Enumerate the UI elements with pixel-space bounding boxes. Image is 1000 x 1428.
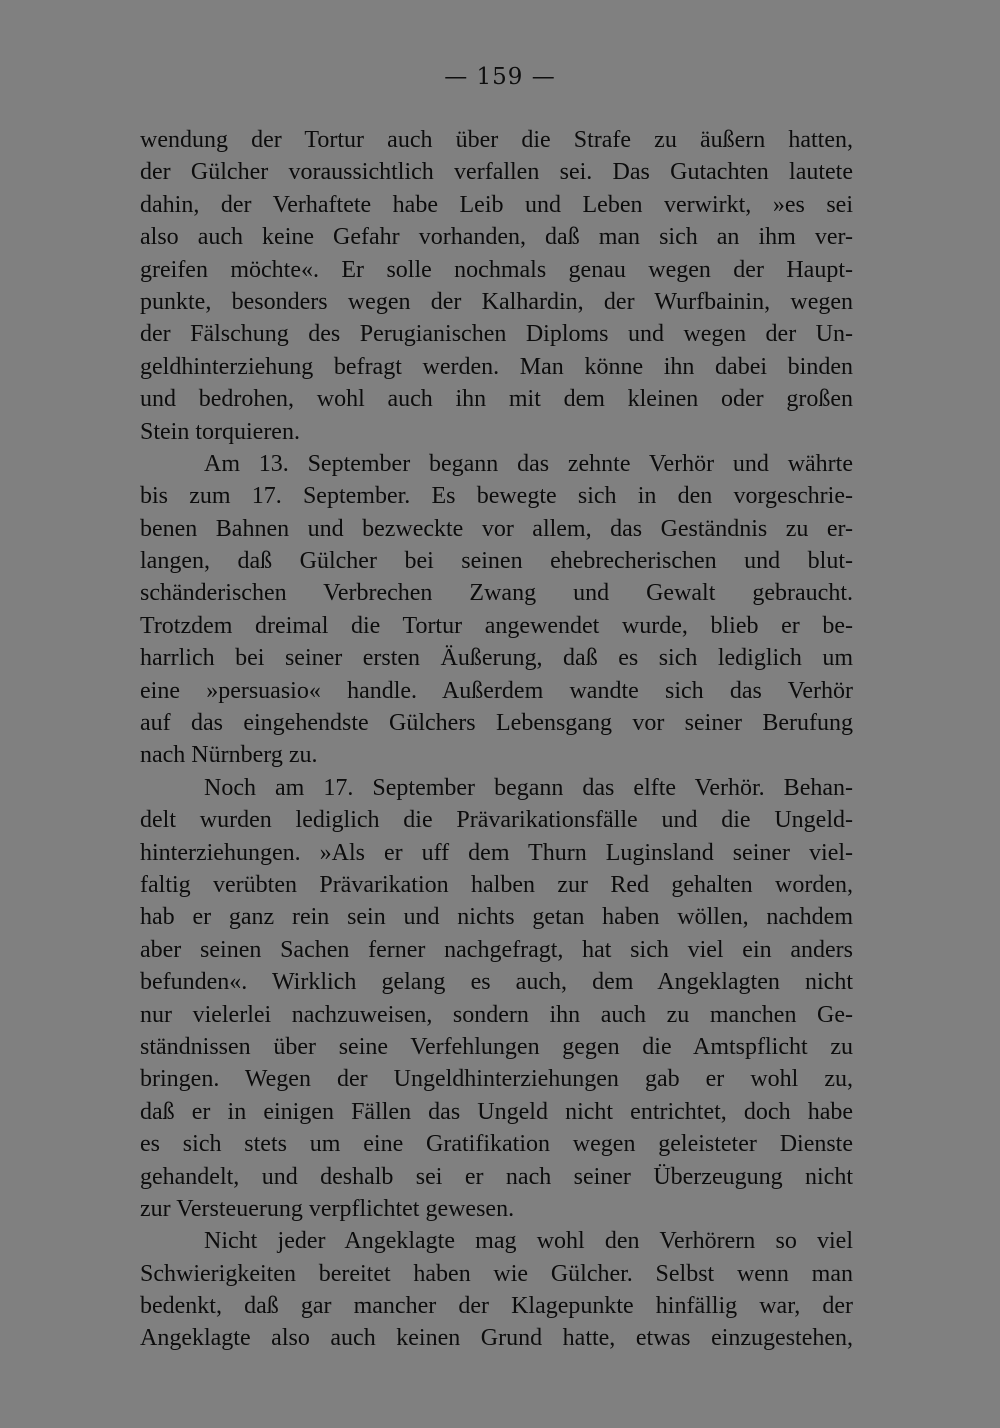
text-line: daß er in einigen Fällen das Ungeld nicht entrichtet, doch habe xyxy=(140,1098,853,1125)
text-line: punkte, besonders wegen der Kalhardin, der Wurfbainin, wegen xyxy=(140,288,853,315)
text-line: Trotzdem dreimal die Tortur angewendet wurde, blieb er be- xyxy=(140,612,853,639)
text-line: bringen. Wegen der Ungeldhinterziehungen gab er wohl zu, xyxy=(140,1066,853,1093)
text-line: hinterziehungen. »Als er uff dem Thurn Luginsland seiner viel- xyxy=(140,839,853,866)
text-line: Stein torquieren. xyxy=(140,418,300,445)
text-line: eine »persuasio« handle. Außerdem wandte sich das Verhör xyxy=(140,677,853,704)
text-line: zur Versteuerung verpflichtet gewesen. xyxy=(140,1195,515,1222)
text-line: der Gülcher voraussichtlich verfallen sei. Das Gutachten lautete xyxy=(140,159,853,186)
text-line: langen, daß Gülcher bei seinen ehebrecherischen und blut- xyxy=(140,548,853,575)
text-line: nach Nürnberg zu. xyxy=(140,742,318,769)
text-line: Noch am 17. September begann das elfte Verhör. Behan- xyxy=(204,774,853,801)
text-line: wendung der Tortur auch über die Strafe zu äußern hatten, xyxy=(140,127,853,153)
text-line: Schwierigkeiten bereitet haben wie Gülcher. Selbst wenn man xyxy=(140,1260,853,1287)
text-line: faltig verübten Prävarikation halben zur Red gehalten worden, xyxy=(140,871,853,898)
text-line: aber seinen Sachen ferner nachgefragt, hat sich viel ein anders xyxy=(140,936,853,963)
text-line: hab er ganz rein sein und nichts getan haben wöllen, nachdem xyxy=(140,904,853,931)
text-line: Nicht jeder Angeklagte mag wohl den Verhörern so viel xyxy=(204,1228,853,1255)
text-line: greifen möchte«. Er solle nochmals genau wegen der Haupt- xyxy=(140,256,853,283)
body-text xyxy=(140,124,853,1355)
text-line: ständnissen über seine Verfehlungen gegen die Amtspflicht zu xyxy=(140,1033,853,1060)
text-line: Angeklagte also auch keinen Grund hatte, etwas einzugestehen, xyxy=(140,1325,853,1352)
text-line: gehandelt, und deshalb sei er nach seiner Überzeugung nicht xyxy=(140,1163,853,1190)
text-line: bis zum 17. September. Es bewegte sich in den vorgeschrie- xyxy=(140,483,853,510)
text-line: Am 13. September begann das zehnte Verhör und währte xyxy=(204,450,853,477)
text-line: befunden«. Wirklich gelang es auch, dem Angeklagten nicht xyxy=(140,969,853,996)
text-line: geldhinterziehung befragt werden. Man könne ihn dabei binden xyxy=(140,353,853,380)
text-line: auf das eingehendste Gülchers Lebensgang vor seiner Berufung xyxy=(140,710,853,737)
text-line: schänderischen Verbrechen Zwang und Gewalt gebraucht. xyxy=(140,580,853,607)
text-line: dahin, der Verhaftete habe Leib und Leben verwirkt, »es sei xyxy=(140,191,853,218)
text-line: also auch keine Gefahr vorhanden, daß man sich an ihm ver- xyxy=(140,224,853,251)
text-line: harrlich bei seiner ersten Äußerung, daß es sich lediglich um xyxy=(140,645,853,672)
page-number: — 159 — xyxy=(444,64,556,90)
text-line: delt wurden lediglich die Prävarikationsfälle und die Ungeld- xyxy=(140,807,853,834)
text-line: und bedrohen, wohl auch ihn mit dem kleinen oder großen xyxy=(140,386,853,413)
text-line: nur vielerlei nachzuweisen, sondern ihn auch zu manchen Ge- xyxy=(140,1001,853,1028)
text-line: es sich stets um eine Gratifikation wegen geleisteter Dienste xyxy=(140,1131,853,1158)
text-line: benen Bahnen und bezweckte vor allem, das Geständnis zu er- xyxy=(140,515,853,542)
text-line: der Fälschung des Perugianischen Diploms und wegen der Un- xyxy=(140,321,853,348)
text-line: bedenkt, daß gar mancher der Klagepunkte hinfällig war, der xyxy=(140,1293,853,1320)
